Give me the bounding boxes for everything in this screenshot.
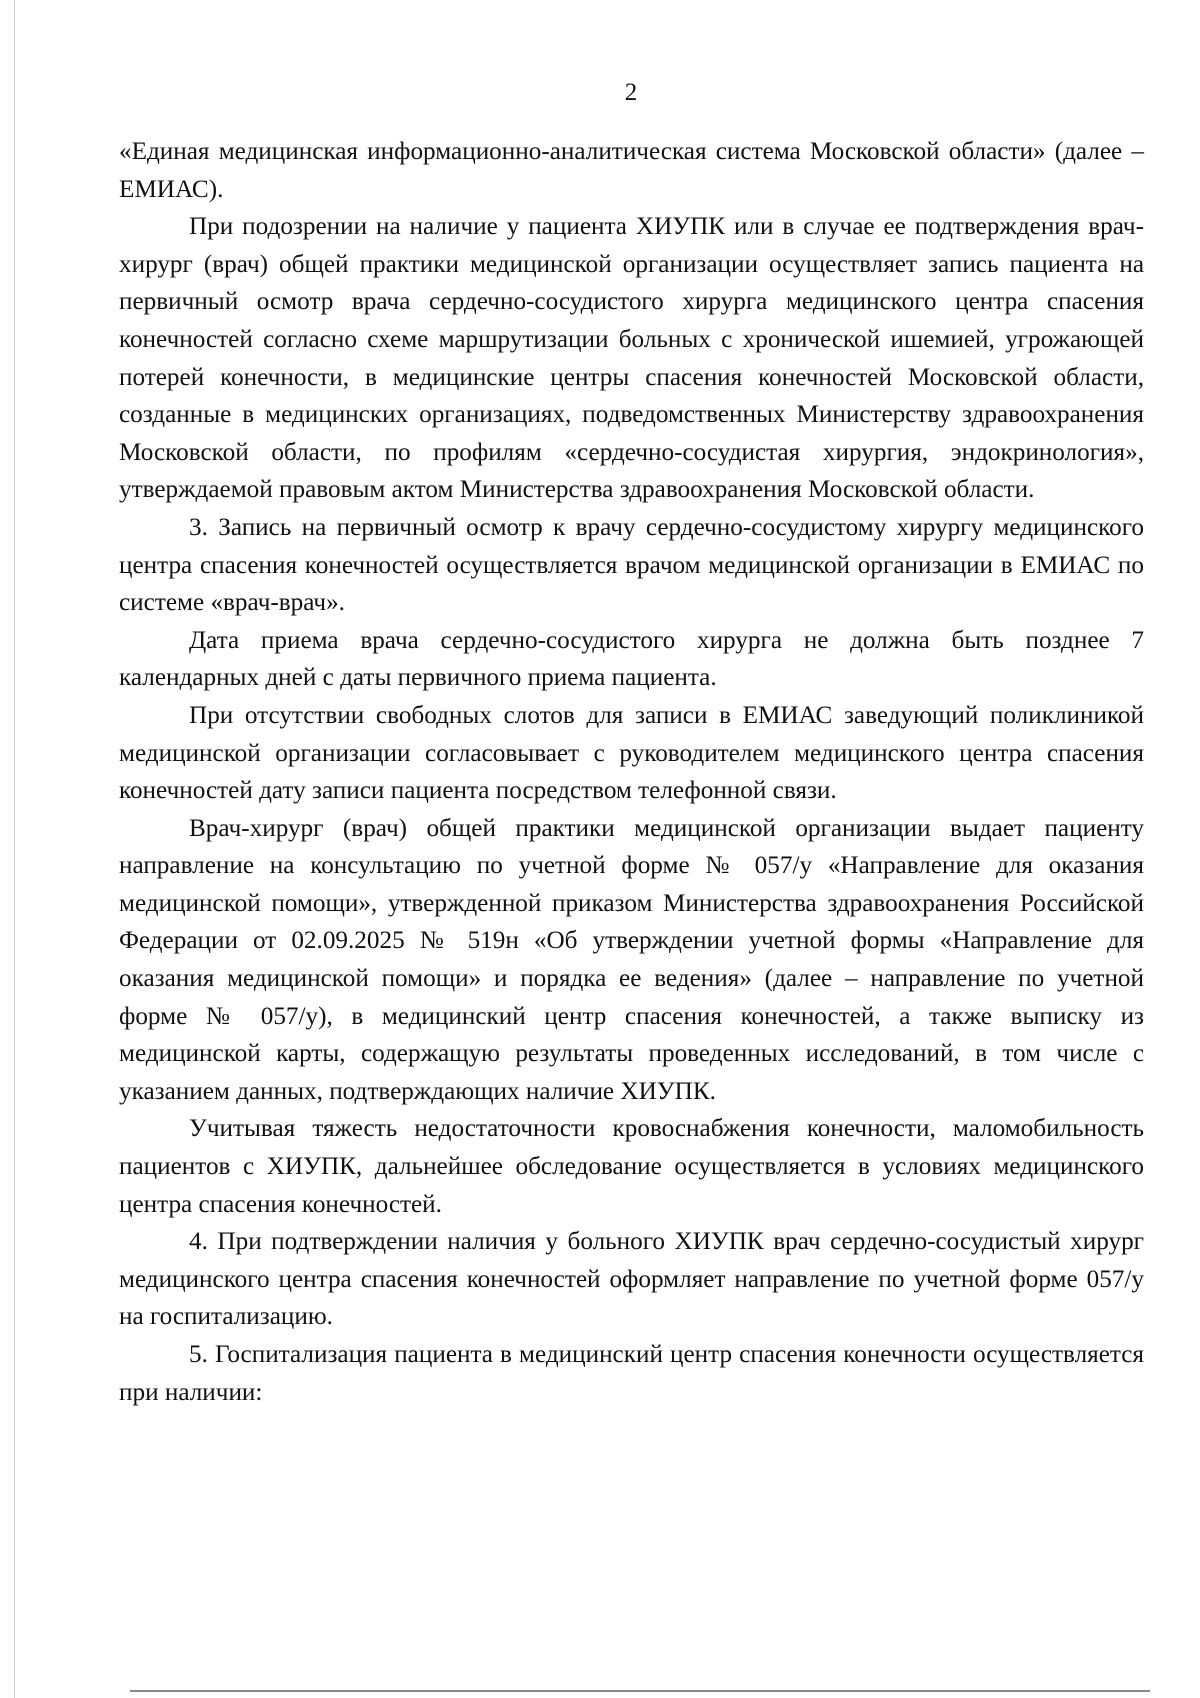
footer-rule [130,1690,1150,1692]
scan-edge-line [14,0,15,1698]
document-body [119,133,1144,1411]
paragraph-item-3: 3. Запись на первичный осмотр к врачу сердечно-сосудистому хирургу медицинского центра спасения конечностей осуществляется врачом медицинской организации в ЕМИАС по системе «врач-врач». [119,513,1144,617]
page-number: 2 [624,79,638,106]
paragraph-item-4: 4. При подтверждении наличия у больного ХИУПК врач сердечно-сосудистый хирург медицинского центра спасения конечностей оформляет направление по учетной форме 057/у на госпитализацию. [119,1228,1144,1331]
paragraph-severity: Учитывая тяжесть недостаточности кровоснабжения конечности, маломобильность пациентов с ХИУПК, дальнейшее обследование осуществляется в условиях медицинского центра спасения конечностей. [119,1115,1144,1218]
paragraph-referral: Врач-хирург (врач) общей практики медицинской организации выдает пациенту направление на консультацию по учетной форме № 057/у «Направление для оказания медицинской помощи», утвержденной приказом Министерства здравоохранения Российской Федерации от 02.09.2025 № 519н «Об утверждении учетной формы «Направление для оказания медицинской помощи» и порядка ее ведения» (далее – направление по учетной форме № 057/у), в медицинский центр спасения конечностей, а также выписку из медицинской карты, содержащую результаты проведенных исследований, в том числе с указанием данных, подтверждающих наличие ХИУПК. [119,814,1144,1105]
paragraph-appointment-date: Дата приема врача сердечно-сосудистого хирурга не должна быть позднее 7 календарных дней с даты первичного приема пациента. [119,626,1144,692]
paragraph-item-5: 5. Госпитализация пациента в медицинский центр спасения конечности осуществляется при наличии: [119,1341,1144,1406]
paragraph-no-slots: При отсутствии свободных слотов для записи в ЕМИАС заведующий поликлиникой медицинской организации согласовывает с руководителем медицинского центра спасения конечностей дату записи пациента посредством телефонной связи. [119,701,1144,805]
paragraph-suspicion: При подозрении на наличие у пациента ХИУПК или в случае ее подтверждения врач-хирург (врач) общей практики медицинской организации осуществляет запись пациента на первичный осмотр врача сердечно-сосудистого хирурга медицинского центра спасения конечностей согласно схеме маршрутизации больных с хронической ишемией, угрожающей потерей конечности, в медицинские центры спасения конечностей Московской области, созданные в медицинских организациях, подведомственных Министерству здравоохранения Московской области, по профилям «сердечно-сосудистая хирургия, эндокринология», утверждаемой правовым актом Министерства здравоохранения Московской области. [119,213,1144,504]
paragraph-emias-definition: «Единая медицинская информационно-аналитическая система Московской области» (далее – ЕМИАС). [119,138,1144,203]
